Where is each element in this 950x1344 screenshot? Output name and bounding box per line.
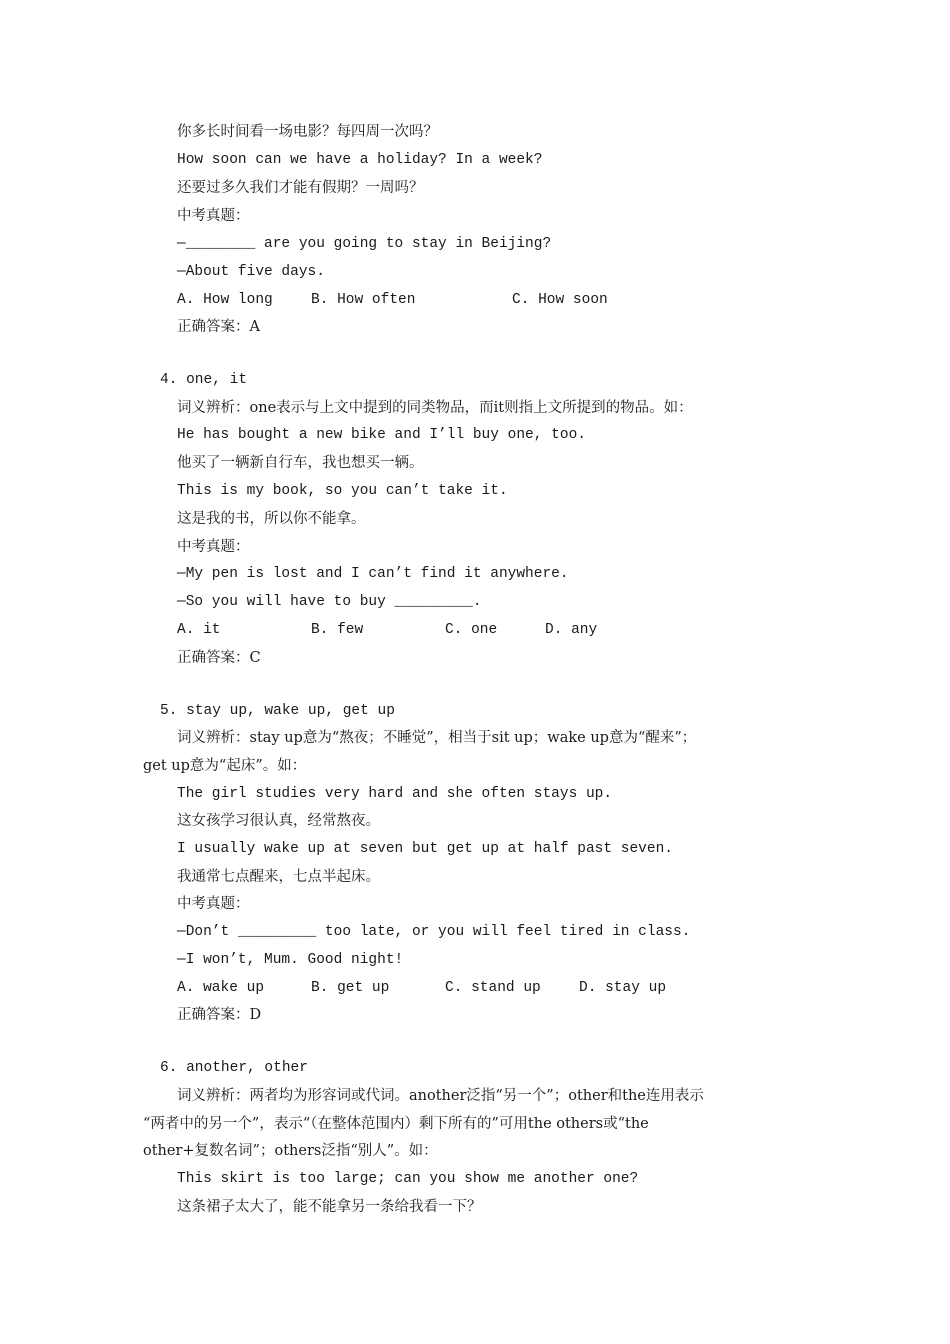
example-sentence: The girl studies very hard and she often stays up. (177, 786, 613, 802)
option-a: A. it (177, 622, 221, 638)
analysis: 词义辨析：两者均为形容词或代词。another泛指“另一个”；other和the连用表示 (177, 1088, 704, 1104)
exam-response: —So you will have to buy _________. (177, 594, 482, 610)
option-b: B. How often (311, 292, 416, 308)
analysis-continued: other+复数名词”；others泛指“别人”。如： (143, 1143, 438, 1159)
analysis-continued: “两者中的另一个”，表示“（在整体范围内）剩下所有的”可用the others或“the (143, 1116, 649, 1132)
option-d: D. any (545, 622, 598, 638)
section-heading: 6. another, other (160, 1060, 308, 1076)
analysis-continued: get up意为“起床”。如： (143, 758, 307, 774)
exam-question: —________ are you going to stay in Beijing? (177, 236, 552, 252)
example-translation: 你多长时间看一场电影？每四周一次吗？ (177, 124, 438, 140)
section-heading: 5. stay up, wake up, get up (160, 703, 395, 719)
answer: 正确答案：A (177, 319, 260, 335)
option-c: C. How soon (512, 292, 608, 308)
option-b: B. get up (311, 980, 390, 996)
example-sentence: This is my book, so you can’t take it. (177, 483, 508, 499)
section-heading: 4. one, it (160, 372, 248, 388)
example-sentence: I usually wake up at seven but get up at half past seven. (177, 841, 673, 857)
option-a: A. How long (177, 292, 273, 308)
option-c: C. one (445, 622, 498, 638)
example-translation: 这是我的书，所以你不能拿。 (177, 511, 366, 527)
option-a: A. wake up (177, 980, 265, 996)
example-translation: 还要过多久我们才能有假期？一周吗？ (177, 180, 424, 196)
option-b: B. few (311, 622, 364, 638)
exam-label: 中考真题： (177, 539, 250, 555)
answer: 正确答案：D (177, 1007, 262, 1023)
example-sentence: This skirt is too large; can you show me another one? (177, 1171, 639, 1187)
example-sentence: How soon can we have a holiday? In a week? (177, 152, 543, 168)
exam-question: —My pen is lost and I can’t find it anywhere. (177, 566, 569, 582)
exam-response: —I won’t, Mum. Good night! (177, 952, 404, 968)
option-d: D. stay up (579, 980, 667, 996)
example-translation: 这女孩学习很认真，经常熬夜。 (177, 813, 380, 829)
analysis: 词义辨析：one表示与上文中提到的同类物品，而it则指上文所提到的物品。如： (177, 400, 693, 416)
option-c: C. stand up (445, 980, 541, 996)
exam-question: —Don’t _________ too late, or you will feel tired in class. (177, 924, 691, 940)
example-translation: 这条裙子太大了，能不能拿另一条给我看一下？ (177, 1199, 482, 1215)
answer: 正确答案：C (177, 650, 261, 666)
example-translation: 我通常七点醒来，七点半起床。 (177, 869, 380, 885)
example-translation: 他买了一辆新自行车，我也想买一辆。 (177, 455, 424, 471)
example-sentence: He has bought a new bike and I’ll buy one, too. (177, 427, 586, 443)
exam-response: —About five days. (177, 264, 325, 280)
exam-label: 中考真题： (177, 208, 250, 224)
exam-label: 中考真题： (177, 896, 250, 912)
analysis: 词义辨析：stay up意为“熬夜；不睡觉”，相当于sit up；wake up意为“醒来”； (177, 730, 697, 746)
